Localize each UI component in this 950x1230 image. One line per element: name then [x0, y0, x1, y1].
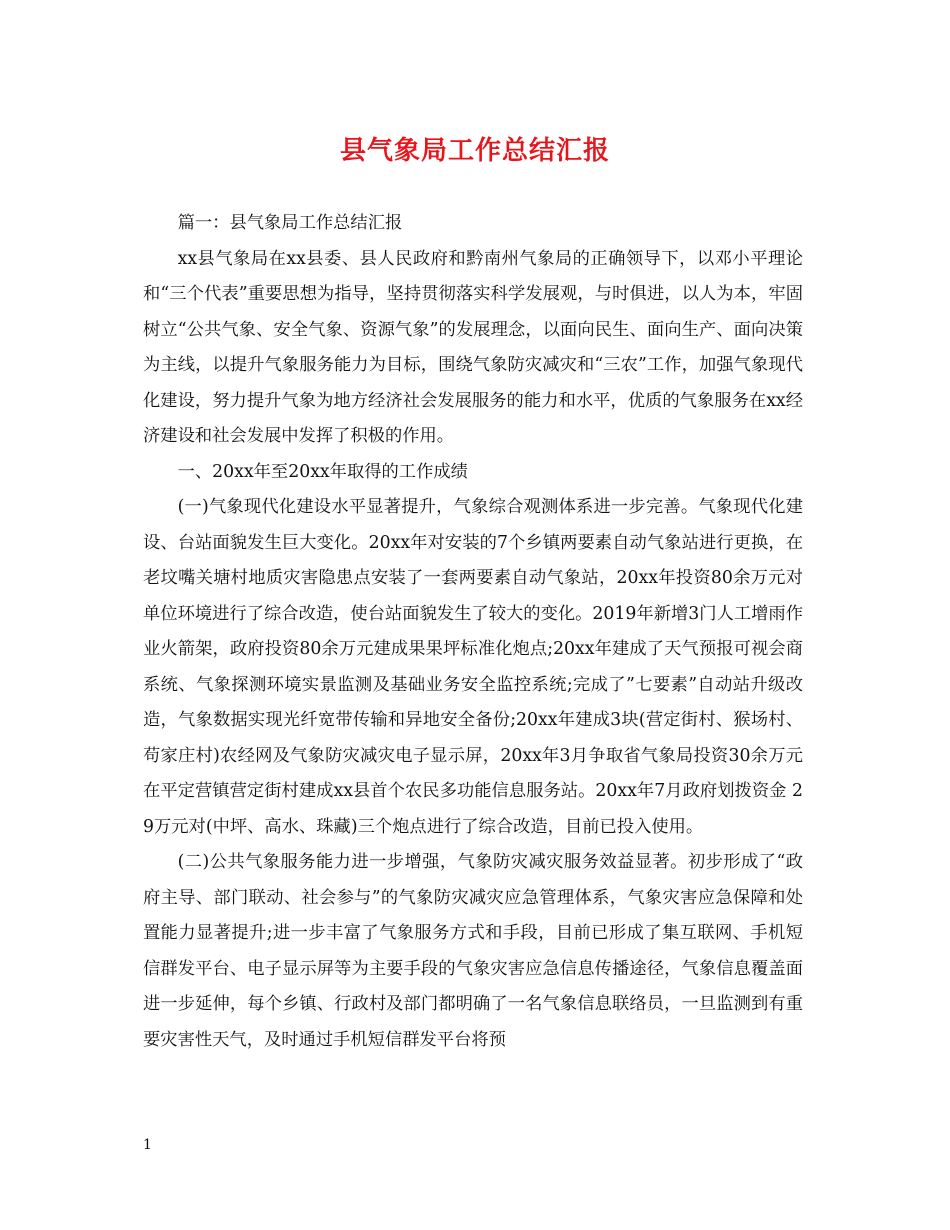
paragraph: (一)气象现代化建设水平显著提升，气象综合观测体系进一步完善。气象现代化建设、台站面貌发生巨大变化。20xx年对安装的7个乡镇两要素自动气象站进行更换，在老坟嘴关塘村地质灾害隐患点安装了一套两要素自动气象站，20xx年投资80余万元对单位环境进行了综合改造，使台站面貌发生了较大的变化。2019年新增3门人工增雨作业火箭架，政府投资80余万元建成果果坪标准化炮点;20xx年建成了天气预报可视会商系统、气象探测环境实景监测及基础业务安全监控系统;完成了”七要素”自动站升级改造，气象数据实现光纤宽带传输和异地安全备份;20xx年建成3块(营定街村、猴场村、苟家庄村)农经网及气象防灾减灾电子显示屏，20xx年3月争取省气象局投资30余万元在平定营镇营定街村建成xx县首个农民多功能信息服务站。20xx年7月政府划拨资金 29万元对(中坪、高水、珠藏)三个炮点进行了综合改造，目前已投入使用。 — [143, 497, 803, 837]
document-title: 县气象局工作总结汇报 — [339, 136, 610, 166]
page-number: 1 — [143, 1137, 152, 1153]
section-heading: 篇一：县气象局工作总结汇报 — [177, 213, 403, 233]
paragraph: (二)公共气象服务能力进一步增强，气象防灾减灾服务效益显著。初步形成了“政府主导、部门联动、社会参与”的气象防灾减灾应急管理体系，气象灾害应急保障和处置能力显著提升;进一步丰富了气象服务方式和手段，目前已形成了集互联网、手机短信群发平台、电子显示屏等为主要手段的气象灾害应急信息传播途径，气象信息覆盖面进一步延伸，每个乡镇、行政村及部门都明确了一名气象信息联络员，一旦监测到有重要灾害性天气，及时通过手机短信群发平台将预 — [143, 852, 803, 1050]
paragraph: xx县气象局在xx县委、县人民政府和黔南州气象局的正确领导下，以邓小平理论和“三个代表”重要思想为指导，坚持贯彻落实科学发展观，与时俱进，以人为本，牢固树立“公共气象、安全气象、资源气象”的发展理念，以面向民生、面向生产、面向决策为主线，以提升气象服务能力为目标，围绕气象防灾减灾和“三农”工作，加强气象现代化建设，努力提升气象为地方经济社会发展服务的能力和水平，优质的气象服务在xx经济建设和社会发展中发挥了积极的作用。 — [143, 248, 803, 446]
section-heading: 一、20xx年至20xx年取得的工作成绩 — [177, 461, 468, 482]
document-body — [143, 206, 803, 1058]
